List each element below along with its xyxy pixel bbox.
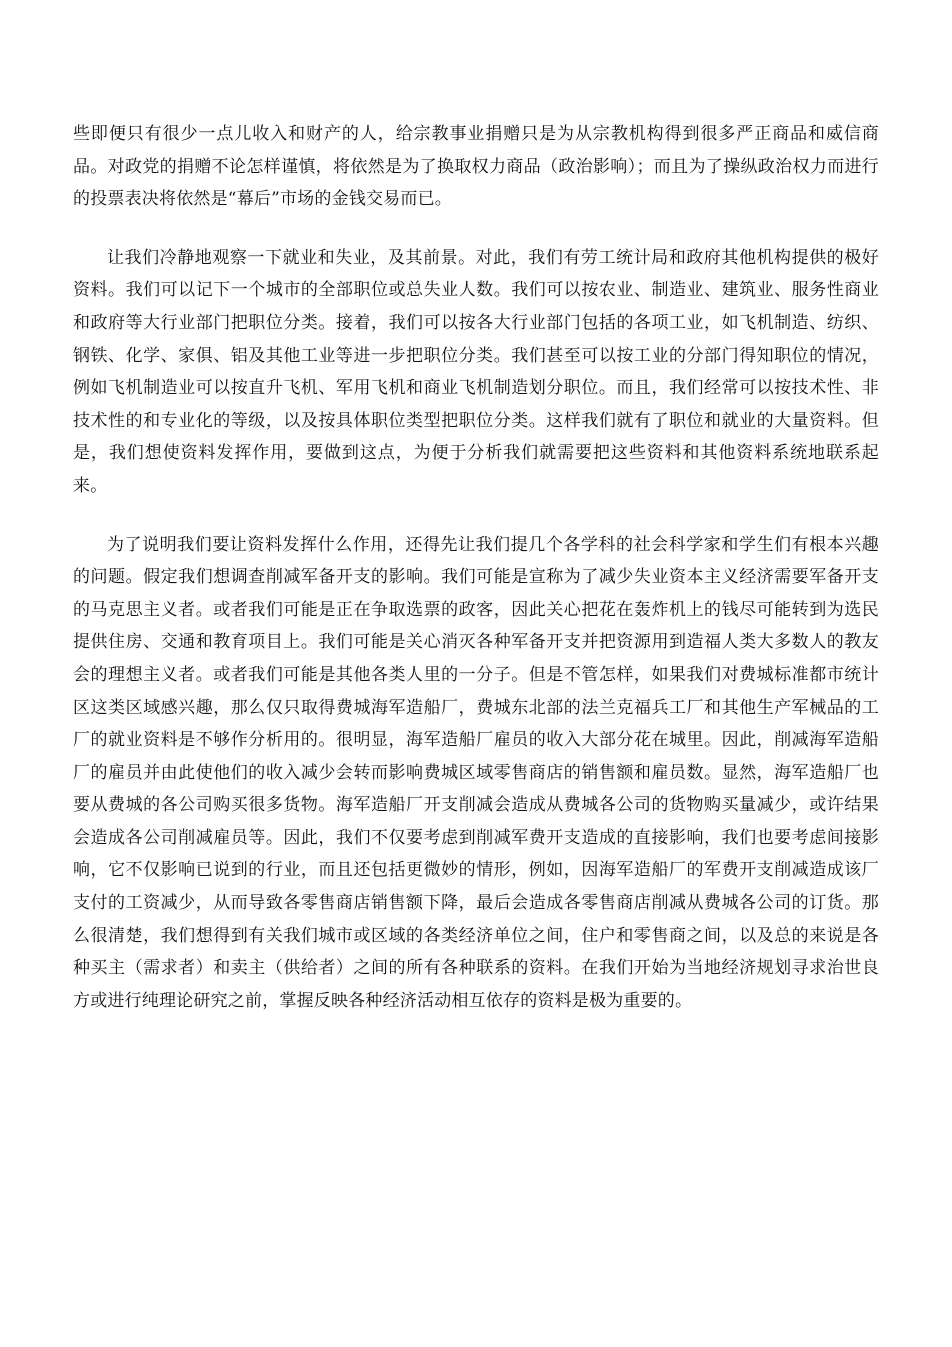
paragraph-military-spending: 为了说明我们要让资料发挥什么作用，还得先让我们提几个各学科的社会科学家和学生们有根本兴趣的问题。假定我们想调查削减军备开支的影响。我们可能是宣称为了减少失业资本主义经济需要军备开支的马克思主义者。或者我们可能是正在争取选票的政客，因此关心把花在轰炸机上的钱尽可能转到为选民提供住房、交通和教育项目上。我们可能是关心消灭各种军备开支并把资源用到造福人类大多数人的教友会的理想主义者。或者我们可能是其他各类人里的一分子。但是不管怎样，如果我们对费城标准都市统计区这类区域感兴趣，那么仅只取得费城海军造船厂，费城东北部的法兰克福兵工厂和其他生产军械品的工厂的就业资料是不够作分析用的。很明显，海军造船厂雇员的收入大部分花在城里。因此，削减海军造船厂的雇员并由此使他们的收入减少会转而影响费城区域零售商店的销售额和雇员数。显然，海军造船厂也要从费城的各公司购买很多货物。海军造船厂开支削减会造成从费城各公司的货物购买量减少，或许结果会造成各公司削减雇员等。因此，我们不仅要考虑到削减军费开支造成的直接影响，我们也要考虑间接影响，它不仅影响已说到的行业，而且还包括更微妙的情形，例如，因海军造船厂的军费开支削减造成该厂支付的工资减少，从而导致各零售商店销售额下降，最后会造成各零售商店削减从费城各公司的订货。那么很清楚，我们想得到有关我们城市或区域的各类经济单位之间，住户和零售商之间，以及总的来说是各种买主（需求者）和卖主（供给者）之间的所有各种联系的资料。在我们开始为当地经济规划寻求治世良方或进行纯理论研究之前，掌握反映各种经济活动相互依存的资料是极为重要的。	[73, 534, 879, 1011]
paragraph-employment-data: 让我们冷静地观察一下就业和失业，及其前景。对此，我们有劳工统计局和政府其他机构提供的极好资料。我们可以记下一个城市的全部职位或总失业人数。我们可以按农业、制造业、建筑业、服务性商业和政府等大行业部门把职位分类。接着，我们可以按各大行业部门包括的各项工业，如飞机制造、纺织、钢铁、化学、家俱、铝及其他工业等进一步把职位分类。我们甚至可以按工业的分部门得知职位的情况，例如飞机制造业可以按直升飞机、军用飞机和商业飞机制造划分职位。而且，我们经常可以按技术性、非技术性的和专业化的等级，以及按具体职位类型把职位分类。这样我们就有了职位和就业的大量资料。但是，我们想使资料发挥作用，要做到这点，为便于分析我们就需要把这些资料和其他资料系统地联系起来。	[73, 247, 879, 496]
paragraph-continuation: 些即便只有很少一点儿收入和财产的人，给宗教事业捐赠只是为从宗教机构得到很多严正商品和威信商品。对政党的捐赠不论怎样谨慎，将依然是为了换取权力商品（政治影响）；而且为了操纵政治权力而进行的投票表决将依然是“幕后”市场的金钱交易而已。	[73, 124, 879, 210]
body-text	[73, 118, 879, 1017]
